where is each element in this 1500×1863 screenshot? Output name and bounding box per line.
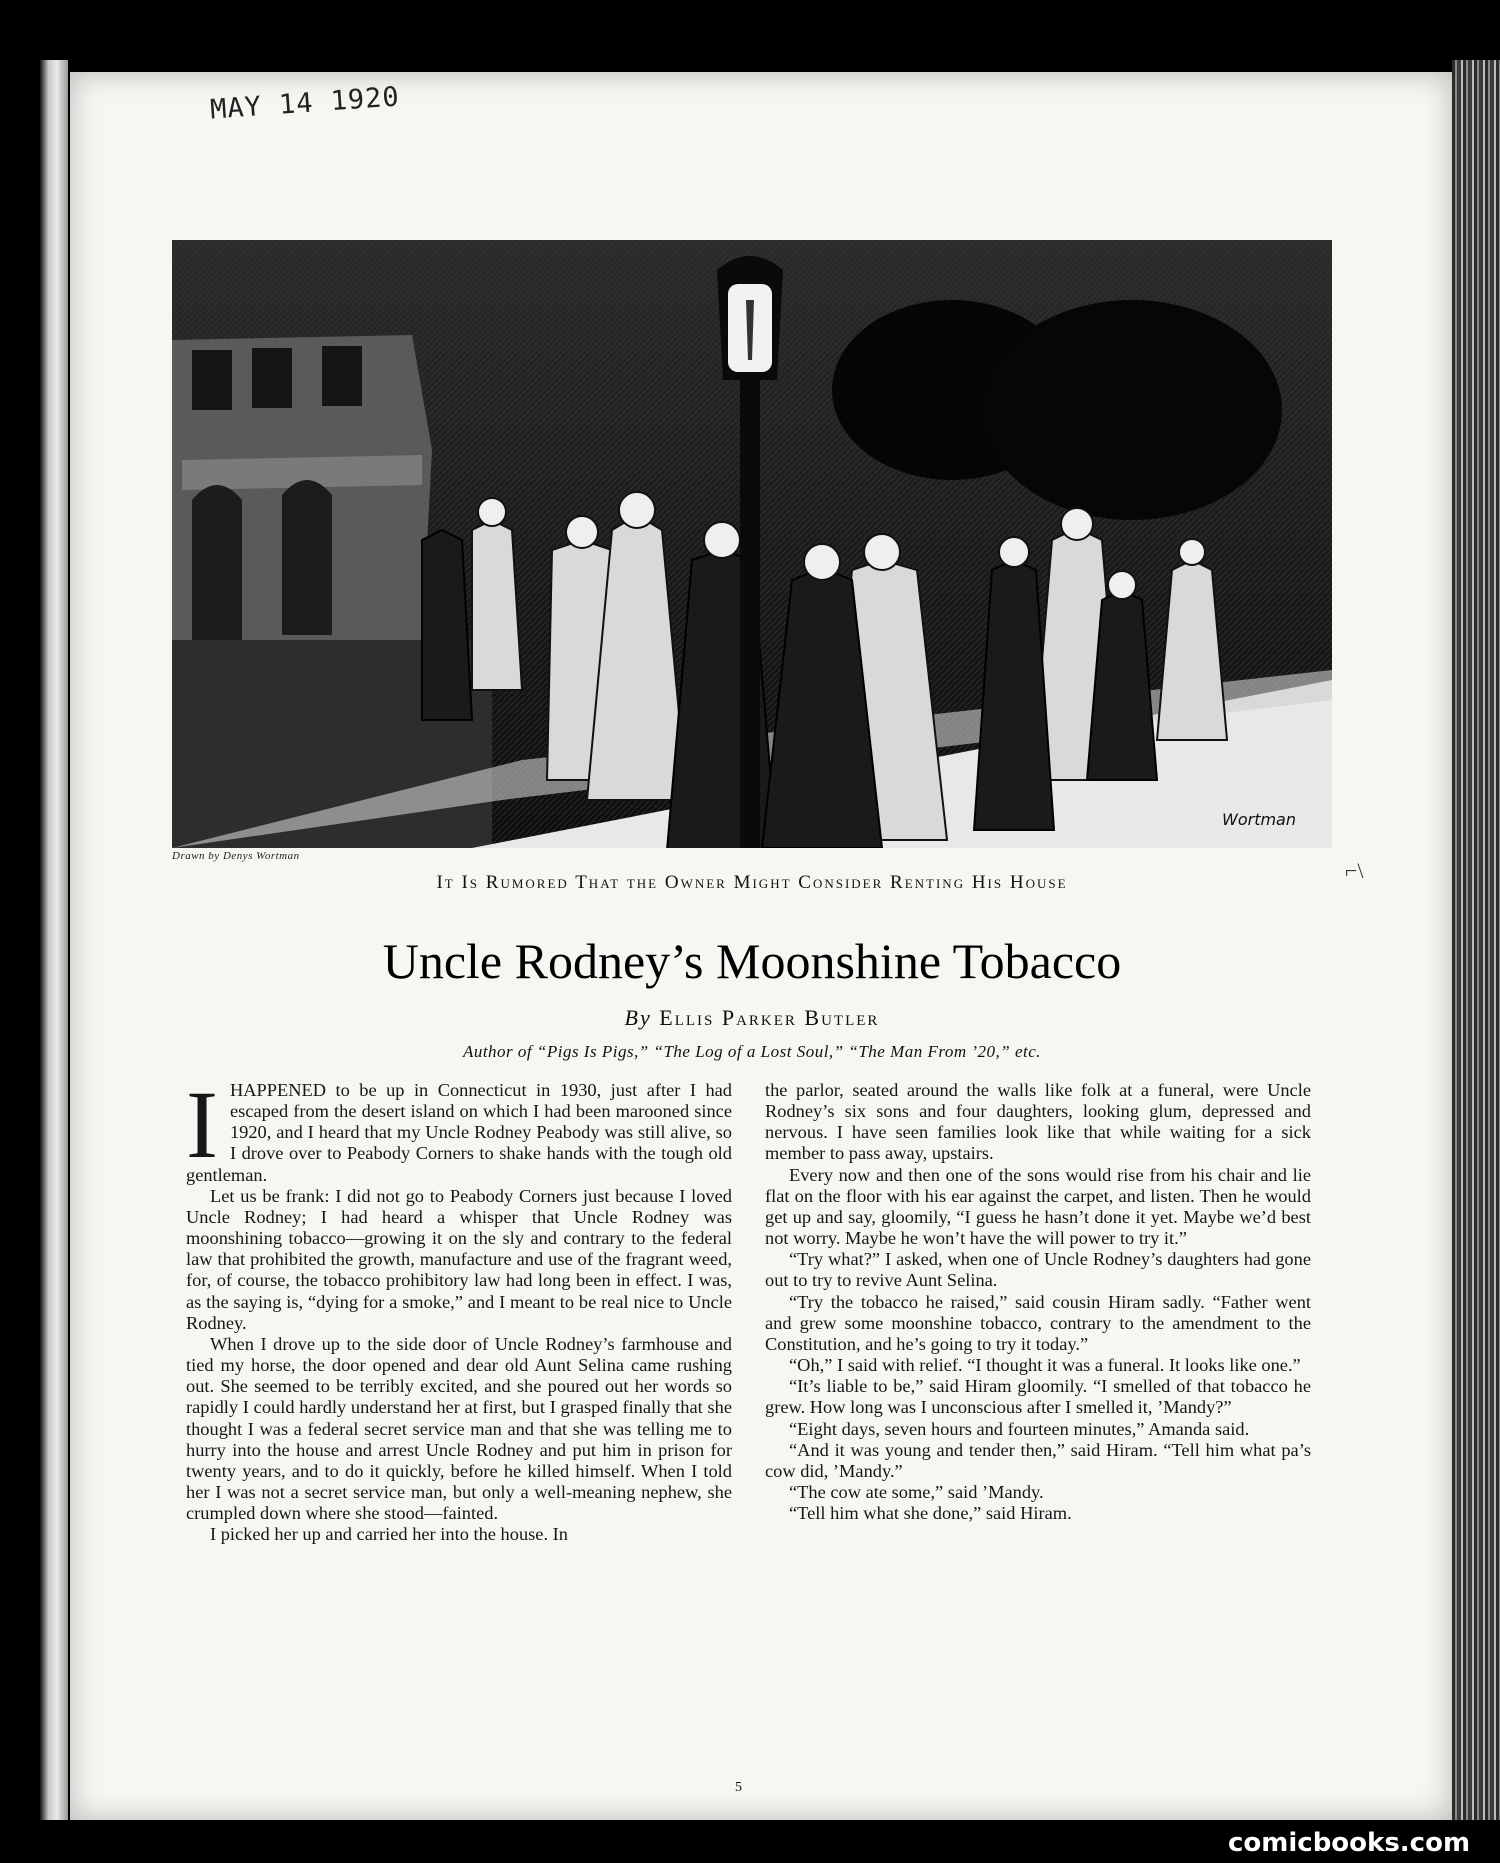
article-title: Uncle Rodney’s Moonshine Tobacco: [382, 933, 1122, 989]
page-stack-edge: [1452, 60, 1500, 1820]
paragraph: “Eight days, seven hours and fourteen minutes,” Amanda said.: [789, 1418, 1250, 1439]
byline-author: Ellis Parker Butler: [659, 1005, 880, 1030]
paragraph: “It’s liable to be,” said Hiram gloomily. “I smelled of that tobacco he grew. How long was I unconscious after I smelled it, ’Mandy?”: [765, 1376, 1311, 1418]
page-number: 5: [735, 1780, 742, 1795]
paragraph: the parlor, seated around the walls like folk at a funeral, were Uncle Rodney’s six sons and four daughters, looking glum, depressed and nervous. I have seen families look like that while waiting for a sick member to pass away, upstairs.: [765, 1080, 1311, 1164]
paragraph: “Tell him what she done,” said Hiram.: [789, 1503, 1072, 1524]
paragraph: “Try the tobacco he raised,” said cousin Hiram sadly. “Father went and grew some moonshine tobacco, contrary to the amendment to the Constitution, and he’s going to try it today.”: [765, 1291, 1311, 1354]
illustration-drawing: [172, 240, 1332, 848]
street-scene-illustration: [172, 240, 1332, 848]
artist-credit: Drawn by Denys Wortman: [172, 850, 300, 862]
paragraph: Every now and then one of the sons would rise from his chair and lie flat on the floor with his ear against the carpet, and listen. Then he would get up and say, gloomily, “I guess he hasn’t done it yet. Maybe we’d best not worry. Maybe he won’t have the will power to try it.”: [765, 1164, 1311, 1249]
left-column: [186, 1071, 732, 1545]
artist-signature: Wortman: [1222, 810, 1296, 829]
right-column: [765, 1080, 1311, 1524]
byline-prefix: By: [624, 1005, 652, 1030]
paragraph: HAPPENED to be up in Connecticut in 1930, just after I had escaped from the desert island on which I had been marooned since 1920, and I heard that my Uncle Rodney Peabody was still alive, so I drove over to Peabody Corners to shake hands with the tough old gentleman.: [186, 1080, 732, 1185]
paragraph: “And it was young and tender then,” said Hiram. “Tell him what pa’s cow did, ’Mandy.”: [765, 1439, 1311, 1481]
paragraph: “Try what?” I asked, when one of Uncle Rodney’s daughters had gone out to try to revive Aunt Selina.: [765, 1249, 1311, 1291]
source-watermark: comicbooks.com: [1228, 1828, 1471, 1858]
page-mark: ⌐\: [1345, 858, 1364, 883]
paragraph: “The cow ate some,” said ’Mandy.: [789, 1481, 1044, 1502]
paragraph: I picked her up and carried her into the house. In: [210, 1524, 568, 1545]
date-stamp: MAY 14 1920: [209, 81, 401, 126]
illustration-caption: It Is Rumored That the Owner Might Consider Renting His House: [436, 872, 1068, 893]
paragraph: “Oh,” I said with relief. “I thought it was a funeral. It looks like one.”: [789, 1355, 1301, 1376]
drop-cap: I: [186, 1071, 218, 1178]
paragraph: Let us be frank: I did not go to Peabody Corners just because I loved Uncle Rodney; I had heard a whisper that Uncle Rodney was moonshining tobacco—growing it on the sly and contrary to the federal law that prohibited the growth, manufacture and use of the fragrant weed, for, of course, the tobacco prohibitory law had long been in effect. I was, as the saying is, “dying for a smoke,” and I meant to be real nice to Uncle Rodney.: [186, 1185, 732, 1333]
left-page-edge: [40, 60, 68, 1820]
paragraph: When I drove up to the side door of Uncle Rodney’s farmhouse and tied my horse, the door opened and dear old Aunt Selina came rushing out. She seemed to be terribly excited, and she poured out her words so rapidly I could hardly understand her at first, but I grasped finally that she thought I was a federal secret service man and that she was telling me to hurry into the house and arrest Uncle Rodney and put him in prison for twenty years, and to do it quickly, before he killed himself. When I told her I was not a secret service man, but only a well-meaning nephew, she crumpled down where she stood—fainted.: [186, 1333, 732, 1524]
author-credits: Author of “Pigs Is Pigs,” “The Log of a Lost Soul,” “The Man From ’20,” etc.: [462, 1042, 1042, 1061]
byline: [172, 1005, 1332, 1031]
